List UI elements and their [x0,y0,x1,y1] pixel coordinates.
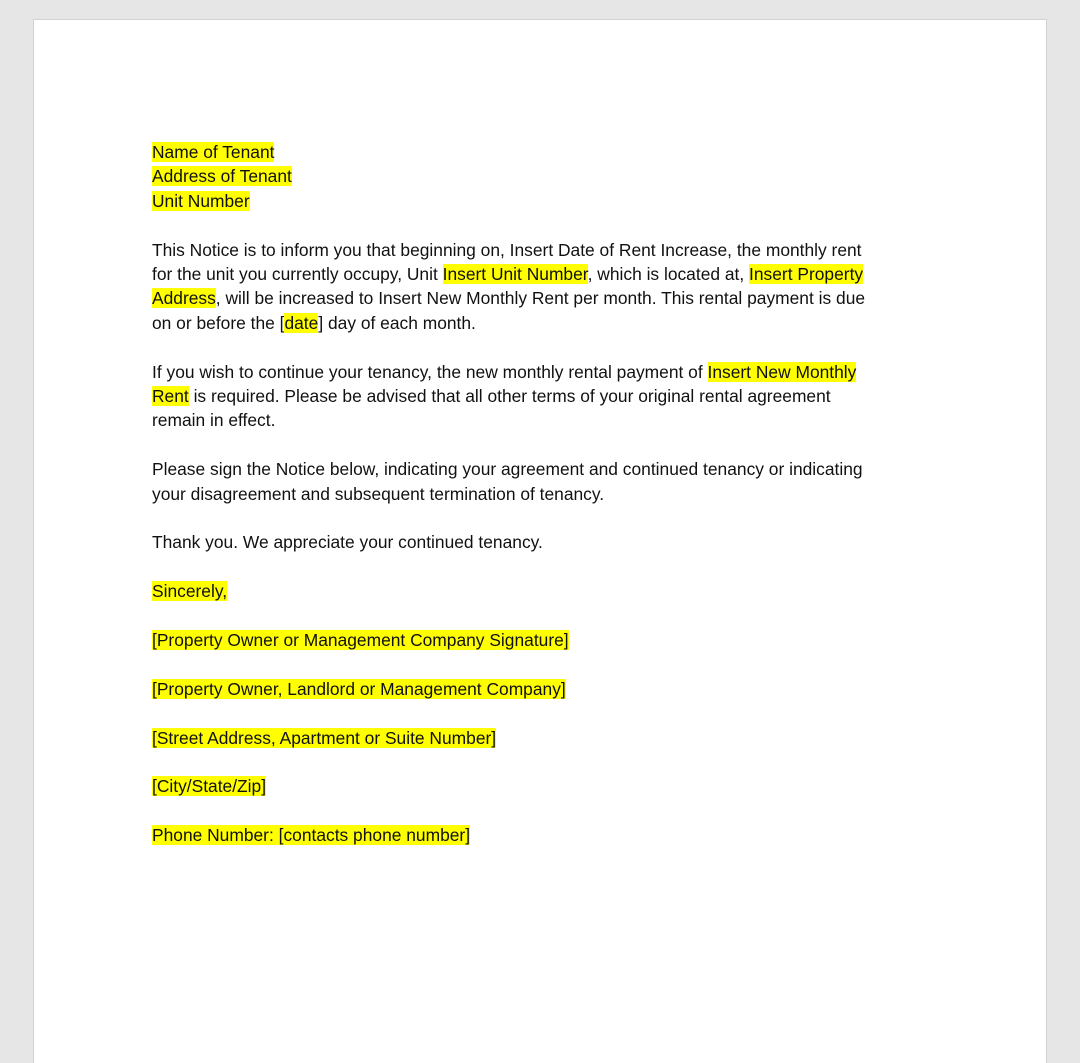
closing-phone [152,823,942,847]
closing-sincerely [152,579,942,603]
street-placeholder: [Street Address, Apartment or Suite Number] [152,727,497,748]
date-placeholder: date [284,312,319,333]
notice-line-2 [152,262,942,286]
closing-owner [152,677,942,701]
notice-text: , which is located at, [587,264,750,285]
closing-street [152,726,942,750]
continue-text: If you wish to continue your tenancy, the new monthly rental payment of [152,361,708,382]
property-address-placeholder: Insert Property [749,264,864,285]
notice-line-4 [152,311,942,335]
continue-line-1 [152,360,942,384]
new-rent-placeholder: Insert New Monthly [707,361,857,382]
notice-text: for the unit you currently occupy, Unit [152,264,443,285]
sincerely-text: Sincerely, [152,581,228,602]
continue-line-3: remain in effect. [152,410,276,431]
sign-paragraph [152,457,942,506]
letter-body [152,140,942,872]
continue-line-2 [152,384,942,408]
recipient-address: Address of Tenant [152,166,292,187]
signature-placeholder: [Property Owner or Management Company Signature] [152,630,569,651]
thanks-paragraph [152,530,942,554]
notice-text: , will be increased to Insert New Monthly Rent per month. This rental payment is due [215,288,866,309]
unit-number-placeholder: Insert Unit Number [442,264,588,285]
closing-city [152,774,942,798]
recipient-unit: Unit Number [152,190,250,211]
owner-placeholder: [Property Owner, Landlord or Management Company] [152,678,566,699]
closing-signature [152,628,942,652]
notice-line-3 [152,286,942,310]
continue-text: is required. Please be advised that all other terms of your original rental agreement [188,386,831,407]
property-address-placeholder-cont: Address [152,288,216,309]
phone-placeholder: Phone Number: [contacts phone number] [152,825,471,846]
recipient-name: Name of Tenant [152,142,275,162]
sign-line-1: Please sign the Notice below, indicating your agreement and continued tenancy or indicating [152,459,863,480]
new-rent-placeholder-cont: Rent [152,386,189,407]
thanks-line: Thank you. We appreciate your continued tenancy. [152,532,543,553]
city-placeholder: [City/State/Zip] [152,776,267,797]
document-page[interactable] [33,19,1047,1063]
continue-paragraph [152,360,942,433]
notice-text: ] day of each month. [318,312,476,333]
notice-paragraph [152,238,942,336]
recipient-block [152,140,942,213]
notice-text: on or before the [ [152,312,285,333]
sign-line-2: your disagreement and subsequent termination of tenancy. [152,483,605,504]
notice-line-1: This Notice is to inform you that beginning on, Insert Date of Rent Increase, the monthly rent [152,239,862,260]
